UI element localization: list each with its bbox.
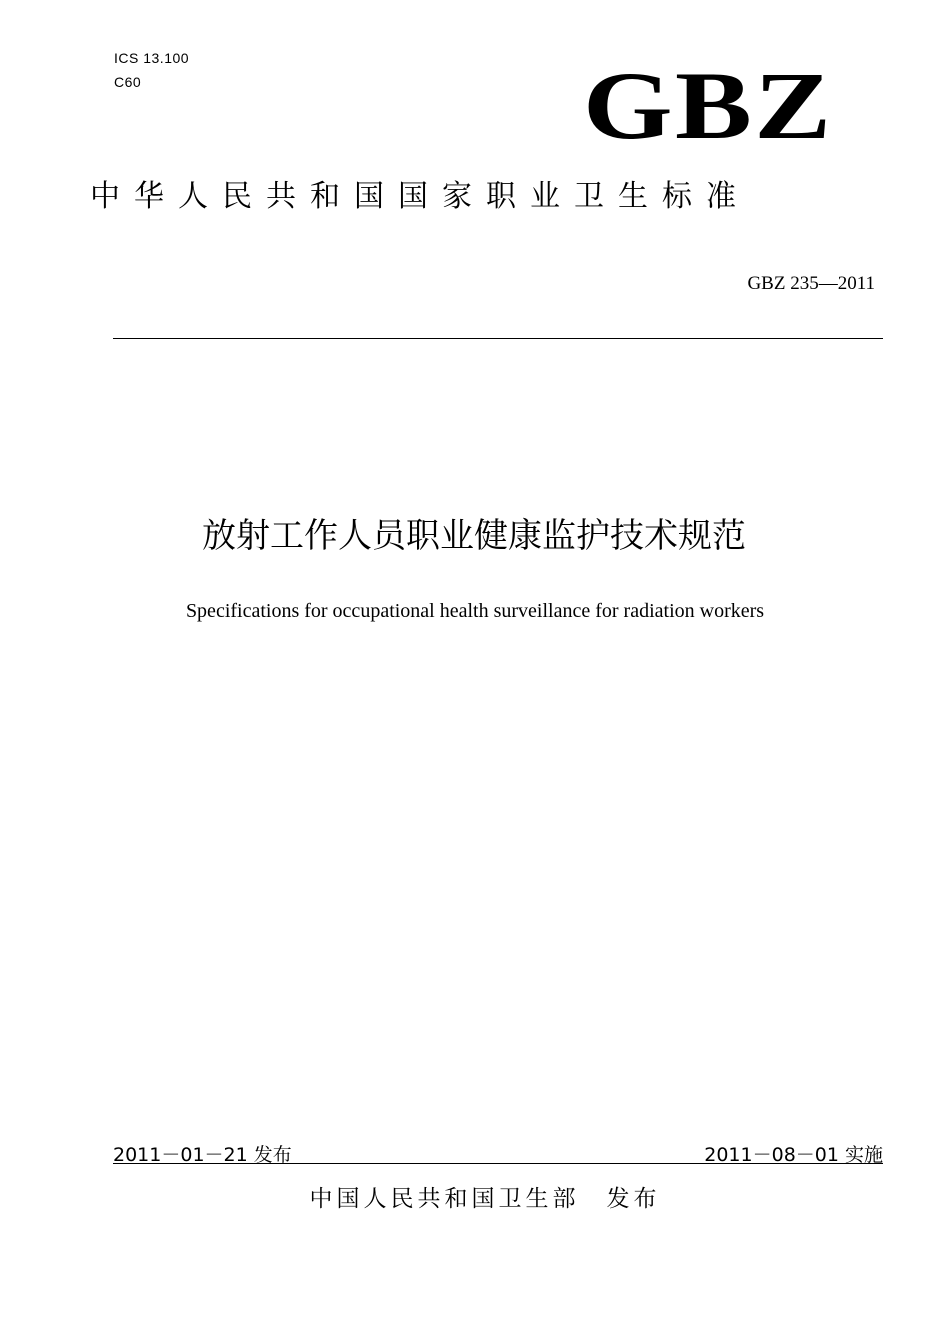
- document-subtitle: Specifications for occupational health surveillance for radiation workers: [185, 600, 765, 622]
- document-title: 放射工作人员职业健康监护技术规范: [202, 516, 746, 556]
- standard-category: 中华人民共和国国家职业卫生标准: [90, 179, 750, 214]
- top-divider: [113, 338, 883, 339]
- ics-code: ICS 13.100: [114, 50, 190, 66]
- issue-date: 2011－01－21 发布: [113, 1144, 292, 1166]
- issuer: 中国人民共和国卫生部 发布: [309, 1186, 661, 1212]
- implementation-date: 2011－08－01 实施: [704, 1144, 883, 1166]
- standard-code: GBZ 235—2011: [747, 273, 875, 294]
- gbz-logo: GBZ: [583, 52, 834, 159]
- bottom-divider: [113, 1163, 883, 1164]
- ccs-code: C60: [114, 74, 142, 90]
